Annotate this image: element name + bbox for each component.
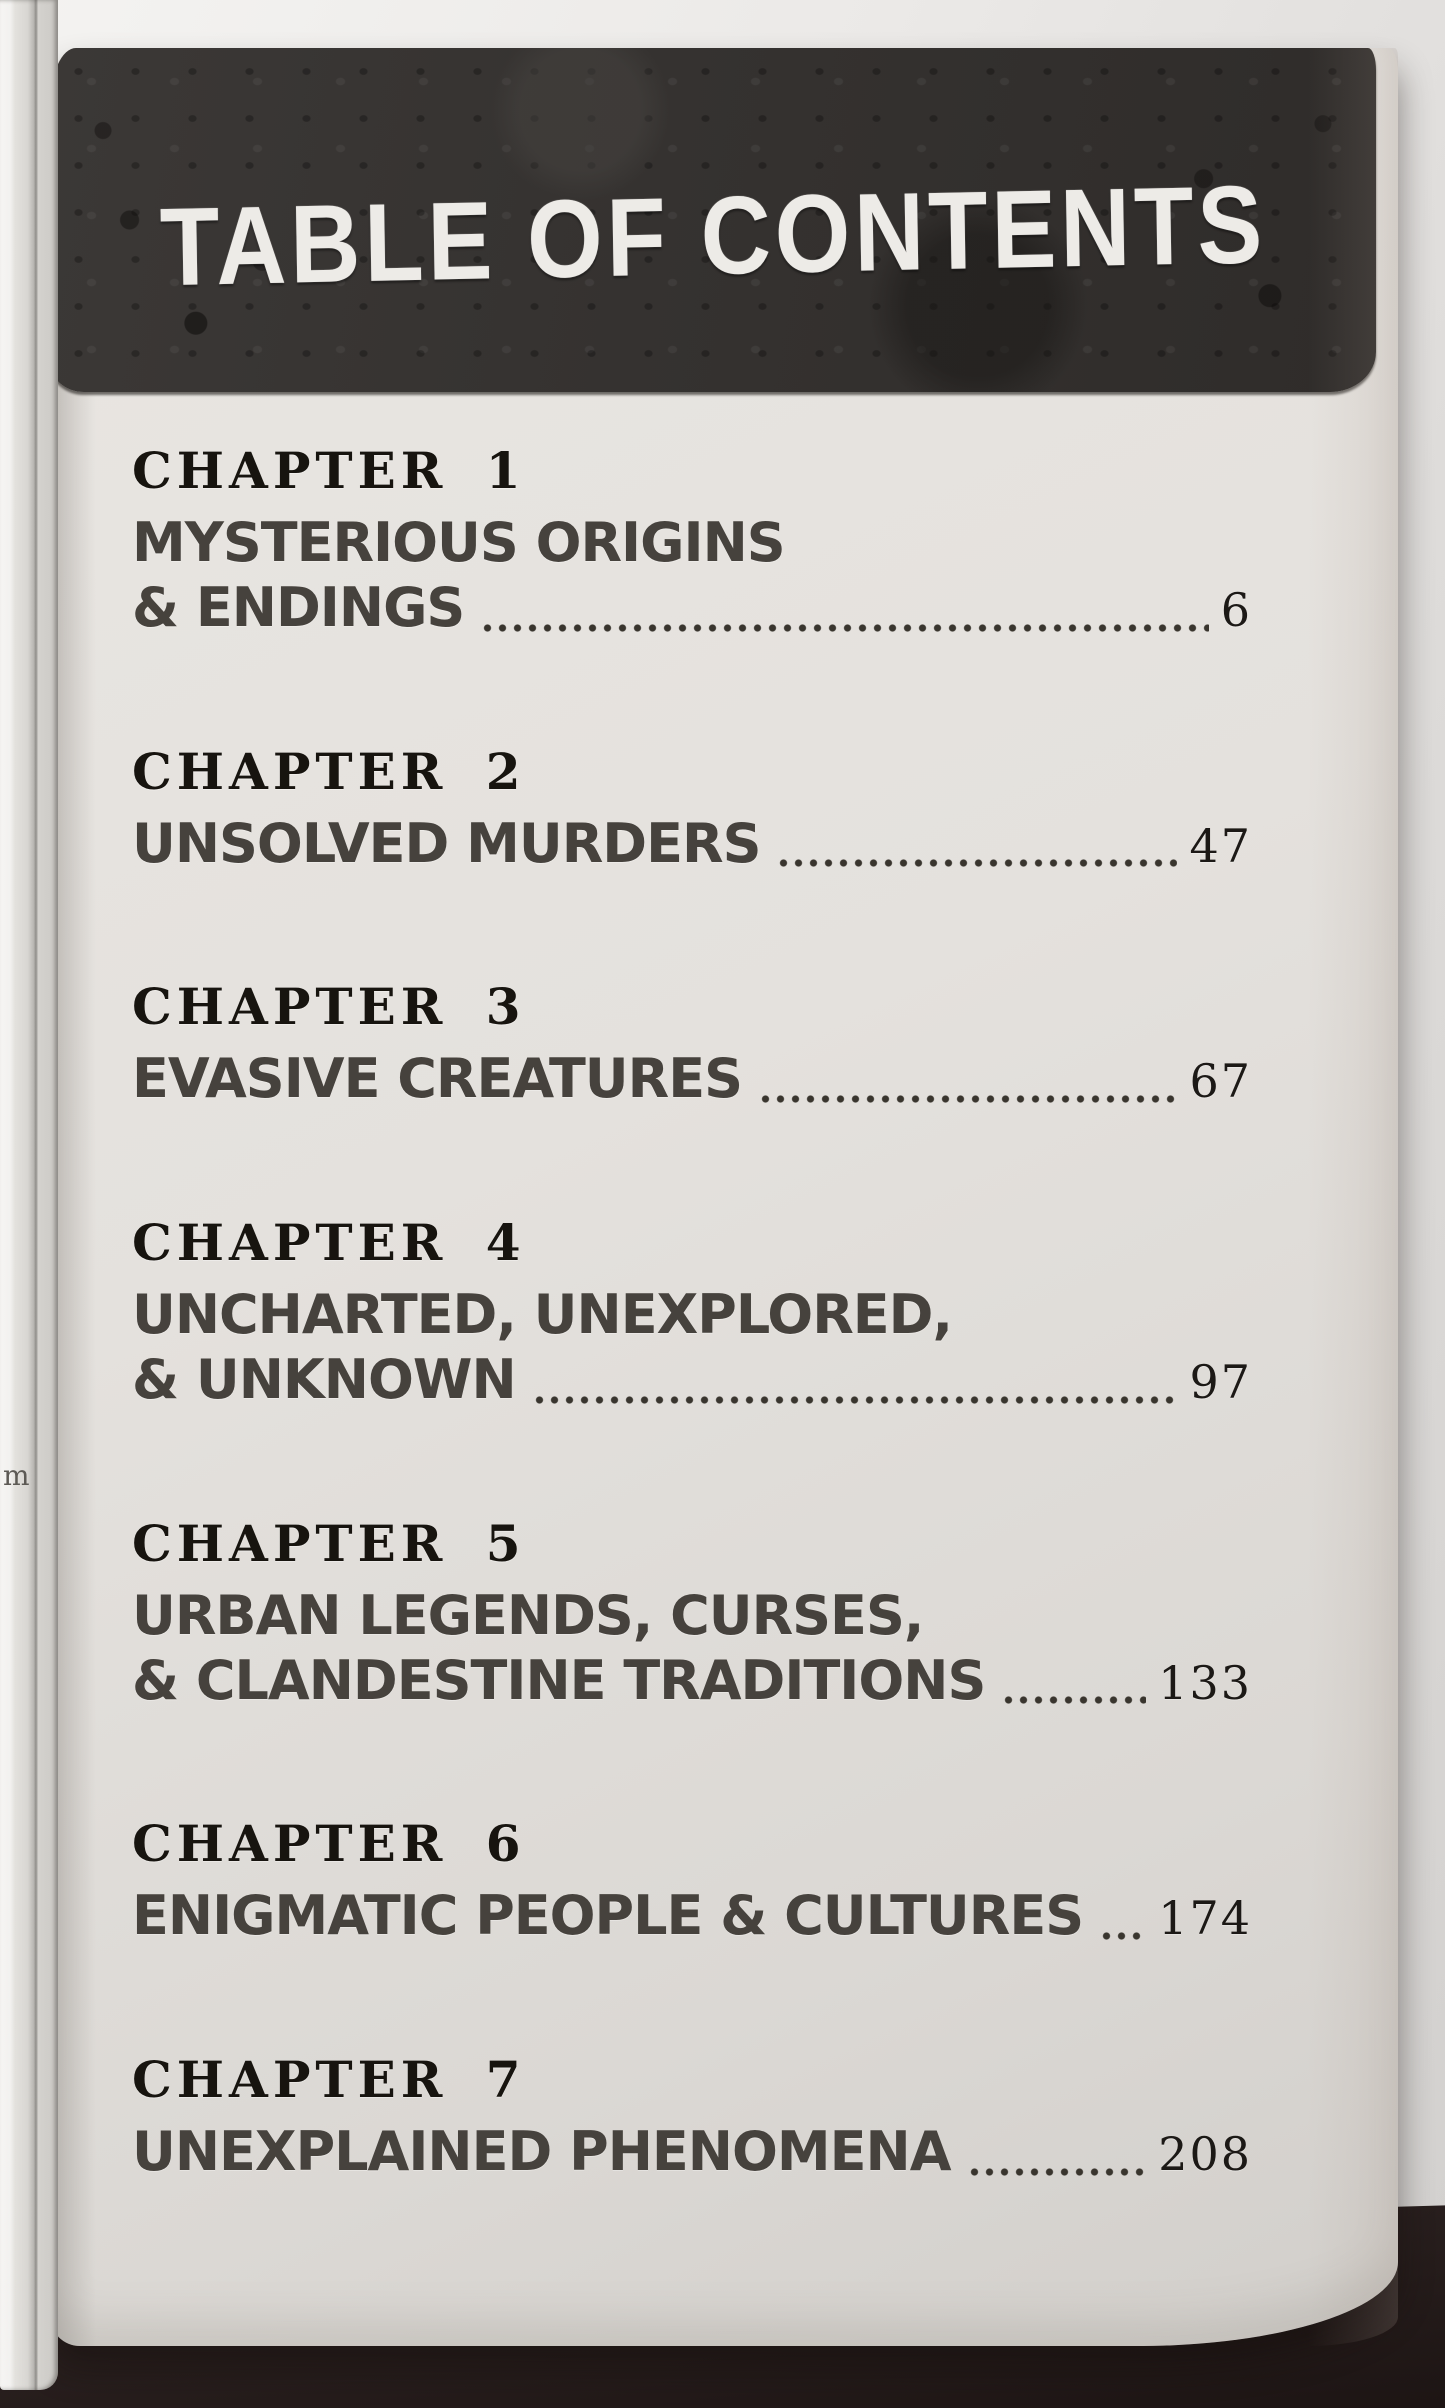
toc-title-line: UNCHARTED, UNEXPLORED,: [132, 1283, 953, 1347]
toc-entry-lines: [132, 812, 1252, 877]
toc-title-line: URBAN LEGENDS, CURSES,: [132, 1583, 924, 1647]
page-stack-edge: [0, 0, 58, 2390]
edge-text-fragment: m: [3, 1459, 30, 1492]
dot-leader: [758, 1093, 1177, 1105]
toc-banner: [50, 48, 1376, 392]
toc-page-number: 47: [1189, 818, 1252, 873]
toc-title-text: EVASIVE CREATURES: [132, 1047, 743, 1111]
toc-chapter-label: CHAPTER 1: [132, 441, 526, 500]
toc-title-line: [132, 2120, 1252, 2185]
toc-entry: [132, 741, 1252, 877]
toc-entry: [132, 1513, 1252, 1714]
toc-chapter-label: CHAPTER 7: [132, 2050, 526, 2110]
dot-leader: [776, 857, 1177, 869]
dot-leader: [967, 2166, 1147, 2178]
toc-title-line: [132, 1884, 1252, 1949]
dot-leader: [480, 622, 1208, 634]
toc-page-number: 67: [1189, 1054, 1252, 1109]
toc-title-line: [132, 576, 1252, 641]
toc-title-text: UNSOLVED MURDERS: [132, 811, 761, 875]
toc-entry-lines: [132, 511, 1252, 641]
toc-entry: [132, 977, 1252, 1112]
toc-title-line: [132, 1649, 1252, 1714]
dot-leader: [1001, 1694, 1146, 1706]
toc-entry-lines: [132, 1884, 1252, 1949]
toc-page-number: 97: [1189, 1354, 1252, 1409]
toc-title-line: [132, 1348, 1252, 1413]
toc-entry: [132, 1213, 1252, 1413]
toc-page-number: 133: [1158, 1655, 1252, 1710]
toc-page-number: 208: [1158, 2127, 1252, 2182]
toc-title-text: & ENDINGS: [132, 575, 465, 639]
toc-chapter-label: CHAPTER 2: [132, 741, 526, 801]
toc-entry-lines: [132, 1283, 1252, 1413]
dot-leader: [532, 1394, 1178, 1406]
dot-leader: [1099, 1930, 1146, 1942]
toc-entry-lines: [132, 1584, 1252, 1714]
toc-chapter-label: CHAPTER 4: [132, 1213, 526, 1273]
toc-page-number: 6: [1220, 582, 1252, 637]
toc-title-text: UNEXPLAINED PHENOMENA: [132, 2120, 951, 2184]
toc-entry: [132, 441, 1252, 641]
book-page: [50, 48, 1398, 2346]
toc-entry-lines: [132, 2120, 1252, 2185]
toc-banner-title: TABLE OF CONTENTS: [158, 161, 1267, 309]
toc-chapter-label: CHAPTER 3: [132, 977, 526, 1037]
toc-page-number: 174: [1158, 1891, 1252, 1946]
toc-title-text: ENIGMATIC PEOPLE & CULTURES: [132, 1884, 1084, 1948]
toc-title-line: [132, 812, 1252, 877]
toc-title-text: & CLANDESTINE TRADITIONS: [132, 1648, 986, 1712]
toc-entry-lines: [132, 1047, 1252, 1112]
toc-title-text: & UNKNOWN: [132, 1347, 516, 1411]
toc-title-line: [132, 1047, 1252, 1112]
toc-entry: [132, 1814, 1252, 1949]
toc-chapter-label: CHAPTER 6: [132, 1814, 526, 1874]
toc-title-line: MYSTERIOUS ORIGINS: [132, 511, 785, 574]
toc-chapter-label: CHAPTER 5: [132, 1513, 526, 1573]
toc-list: [50, 392, 1398, 2185]
toc-entry: [132, 2050, 1252, 2185]
